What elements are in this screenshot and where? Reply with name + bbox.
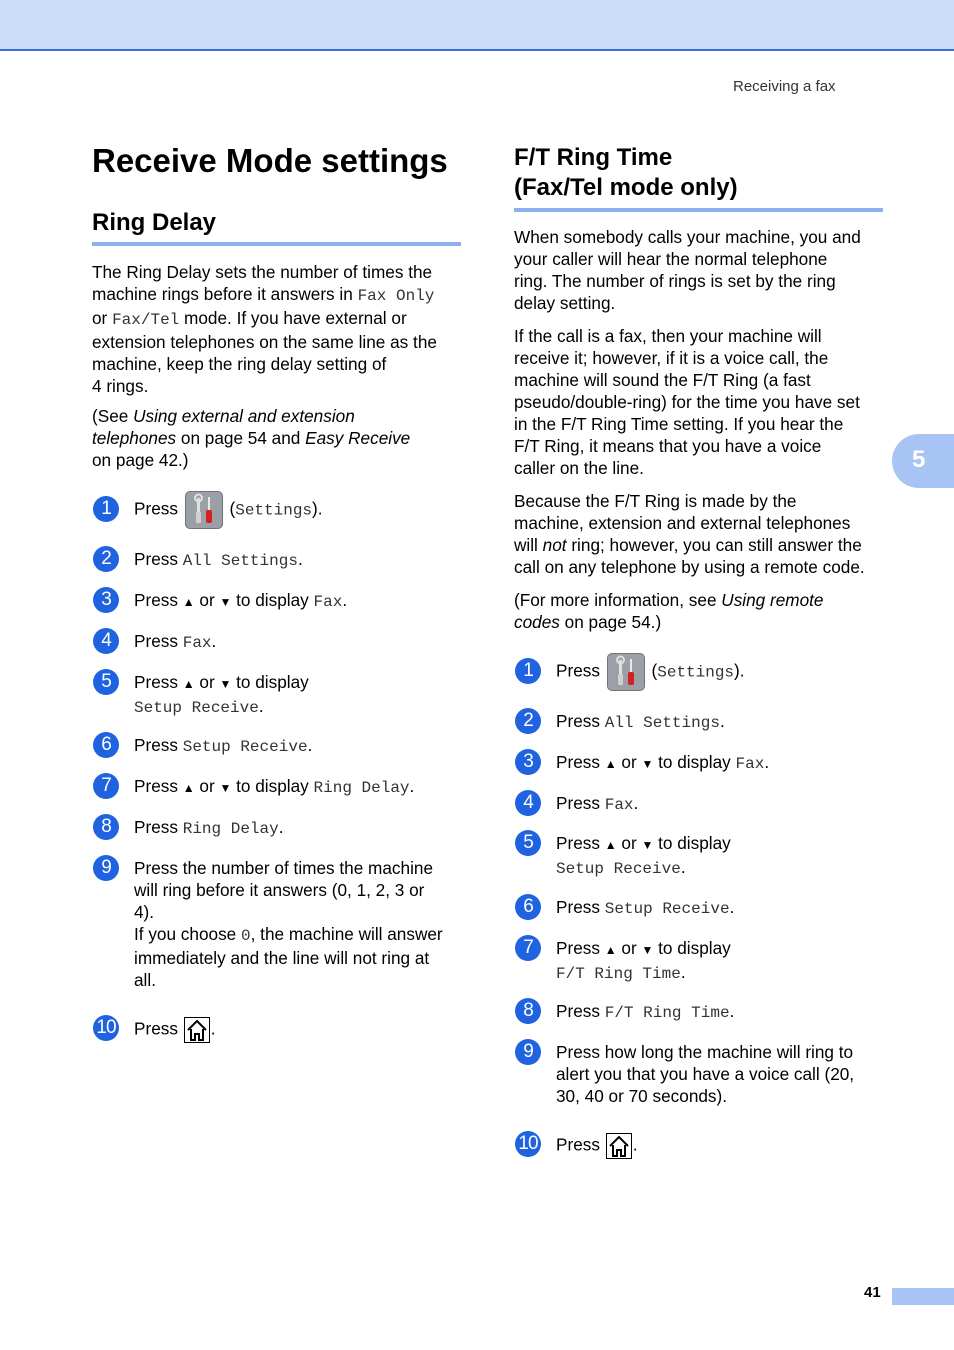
text-run: Press xyxy=(556,711,605,731)
text-line xyxy=(556,1133,638,1159)
text-run: mode. If you have external or xyxy=(179,308,407,328)
ft-paragraph-2 xyxy=(514,325,894,479)
step-number-badge: 1 xyxy=(93,496,119,522)
up-arrow-icon: ▲ xyxy=(182,781,195,795)
step-text xyxy=(134,857,443,991)
ft-reference xyxy=(514,589,894,633)
text-run: Press xyxy=(134,549,183,569)
text-line xyxy=(92,427,472,449)
section-rule xyxy=(92,242,461,246)
step-number-badge: 10 xyxy=(93,1015,119,1041)
down-arrow-icon: ▼ xyxy=(641,757,654,771)
text-line xyxy=(134,671,309,695)
reference-text: Using external and extension xyxy=(133,406,355,426)
down-arrow-icon: ▼ xyxy=(219,781,232,795)
text-run: will xyxy=(514,535,543,555)
text-run: ). xyxy=(312,498,323,519)
text-line xyxy=(556,896,734,920)
text-line xyxy=(556,961,731,985)
lcd-text: F/T Ring Time xyxy=(556,965,681,983)
text-run: . xyxy=(307,735,313,755)
step-number-badge: 9 xyxy=(515,1039,541,1065)
text-run: to display xyxy=(231,776,314,796)
step-number-badge: 2 xyxy=(515,708,541,734)
text-run: immediately and the line will not ring at xyxy=(134,948,430,968)
text-run: alert you that you have a voice call (20, xyxy=(556,1064,855,1084)
lcd-text: 0 xyxy=(241,927,251,945)
text-line xyxy=(556,1000,734,1024)
text-line xyxy=(556,653,745,691)
lcd-text: Settings xyxy=(235,501,313,520)
text-line xyxy=(556,1041,854,1063)
step-text xyxy=(134,589,347,613)
step-number-badge: 6 xyxy=(515,894,541,920)
reference-text: not xyxy=(542,535,567,555)
step-text xyxy=(134,734,312,758)
step-text xyxy=(134,630,216,654)
text-run: . xyxy=(258,696,264,716)
text-line: If the call is a fax, then your machine will xyxy=(514,326,822,346)
text-line xyxy=(92,261,472,283)
text-line xyxy=(514,556,894,578)
up-arrow-icon: ▲ xyxy=(604,943,617,957)
lcd-text: Fax xyxy=(735,755,765,773)
text-line xyxy=(556,937,731,961)
text-run: Press xyxy=(134,498,183,519)
text-run: Press how long the machine will ring to xyxy=(556,1042,854,1062)
step-number-badge: 4 xyxy=(515,790,541,816)
text-run: call on any telephone by using a remote code. xyxy=(514,557,865,577)
text-line: your caller will hear the normal telephone xyxy=(514,249,828,269)
text-run: . xyxy=(729,897,735,917)
step-number-badge: 6 xyxy=(93,732,119,758)
text-line: in the F/T Ring Time setting. If you hear the xyxy=(514,414,844,434)
text-run: Press xyxy=(556,793,605,813)
step-number-badge: 9 xyxy=(93,855,119,881)
running-header: Receiving a fax xyxy=(733,78,836,95)
ring-delay-reference xyxy=(92,405,472,471)
step-text xyxy=(556,832,731,880)
text-run: . xyxy=(719,711,725,731)
step-number-badge: 1 xyxy=(515,658,541,684)
down-arrow-icon: ▼ xyxy=(641,838,654,852)
text-run: Press xyxy=(556,938,605,958)
top-band xyxy=(0,0,954,51)
text-run: Press xyxy=(556,1134,605,1155)
text-run: on page 54 and xyxy=(176,428,306,448)
text-line xyxy=(134,589,347,613)
text-run: . xyxy=(680,857,686,877)
text-run: 4 rings. xyxy=(92,376,149,396)
ft-title-line-1: F/T Ring Time xyxy=(514,144,673,171)
text-run: Press xyxy=(134,776,183,796)
step-number-badge: 7 xyxy=(93,773,119,799)
step-text xyxy=(134,491,323,529)
page-number: 41 xyxy=(864,1284,881,1301)
text-run: or xyxy=(92,308,113,328)
text-run: . xyxy=(729,1001,735,1021)
text-line xyxy=(134,857,443,879)
text-run: Press the number of times the machine xyxy=(134,858,434,878)
step-number-badge: 5 xyxy=(93,669,119,695)
text-run: . xyxy=(632,1134,638,1155)
step-text xyxy=(134,1017,216,1043)
text-line xyxy=(134,548,303,572)
ring-delay-intro xyxy=(92,261,472,397)
text-run: . xyxy=(297,549,303,569)
lcd-text: Fax xyxy=(604,796,634,814)
text-line xyxy=(556,751,769,775)
text-run: or xyxy=(616,833,642,853)
down-arrow-icon: ▼ xyxy=(219,595,232,609)
text-run: to display xyxy=(653,752,736,772)
text-line xyxy=(514,589,894,611)
chapter-tab xyxy=(892,434,954,488)
text-line xyxy=(134,775,414,799)
lcd-text: Fax xyxy=(313,593,343,611)
section-rule xyxy=(514,208,883,212)
chapter-number: 5 xyxy=(912,446,926,473)
text-run: to display xyxy=(231,590,314,610)
step-text xyxy=(556,937,731,985)
text-line xyxy=(134,923,443,947)
text-line xyxy=(92,283,472,307)
text-run: Press xyxy=(556,660,605,681)
lcd-text: Setup Receive xyxy=(134,699,259,717)
text-run: machine, keep the ring delay setting of xyxy=(92,354,387,374)
reference-text: Easy Receive xyxy=(305,428,411,448)
text-line xyxy=(134,695,309,719)
text-run: ring; however, you can still answer the xyxy=(566,535,862,555)
up-arrow-icon: ▲ xyxy=(182,595,195,609)
home-icon[interactable] xyxy=(606,1133,632,1159)
text-run: or xyxy=(194,672,220,692)
step-number-badge: 4 xyxy=(93,628,119,654)
step-number-badge: 5 xyxy=(515,830,541,856)
step-text xyxy=(134,671,309,719)
text-run: ( xyxy=(224,498,236,519)
text-run: to display xyxy=(653,833,731,853)
text-line: caller on the line. xyxy=(514,458,644,478)
text-line xyxy=(92,307,472,331)
lcd-text: F/T Ring Time xyxy=(604,1004,730,1022)
text-line: When somebody calls your machine, you and xyxy=(514,227,861,247)
text-run: on page 42.) xyxy=(92,450,189,470)
text-run: to display xyxy=(653,938,731,958)
text-run: Press xyxy=(134,631,183,651)
text-run: Press xyxy=(134,735,183,755)
section-title-ft-ring-time xyxy=(514,143,738,203)
text-line xyxy=(556,832,731,856)
text-line xyxy=(92,353,472,375)
text-run: (See xyxy=(92,406,134,426)
text-run: Press xyxy=(556,752,605,772)
ft-paragraph-1 xyxy=(514,226,894,314)
text-line xyxy=(556,710,725,734)
text-line xyxy=(92,375,472,397)
step-number-badge: 8 xyxy=(515,998,541,1024)
text-line: machine will sound the F/T Ring (a fast xyxy=(514,370,811,390)
lcd-text: Ring Delay xyxy=(182,820,279,838)
text-run: , the machine will answer xyxy=(250,924,443,944)
text-run: . xyxy=(633,793,639,813)
step-number-badge: 10 xyxy=(515,1131,541,1157)
text-run: all. xyxy=(134,970,156,990)
lcd-text: Fax Only xyxy=(357,287,435,305)
text-run: . xyxy=(680,962,686,982)
text-line: receive it; however, if it is a voice call, the xyxy=(514,348,829,368)
text-run: Press xyxy=(556,1001,605,1021)
text-line xyxy=(556,1063,854,1085)
lcd-text: Setup Receive xyxy=(556,860,681,878)
ft-title-line-2: (Fax/Tel mode only) xyxy=(514,174,738,201)
text-line xyxy=(92,331,472,353)
text-line: pseudo/double-ring) for the time you have set xyxy=(514,392,860,412)
text-run: Press xyxy=(134,817,183,837)
text-run: on page 54.) xyxy=(559,612,662,632)
text-line xyxy=(556,856,731,880)
text-run: ( xyxy=(646,660,658,681)
step-number-badge: 3 xyxy=(93,587,119,613)
text-run: (For more information, see xyxy=(514,590,722,610)
text-run: or xyxy=(194,776,220,796)
step-text xyxy=(556,751,769,775)
text-run: or xyxy=(616,938,642,958)
ft-paragraph-3 xyxy=(514,490,894,578)
text-run: to display xyxy=(231,672,309,692)
text-run: Press xyxy=(556,833,605,853)
step-text xyxy=(556,710,725,734)
text-run: If you choose xyxy=(134,924,242,944)
text-run: 4). xyxy=(134,902,155,922)
text-run: . xyxy=(210,1018,216,1039)
text-line xyxy=(514,534,894,556)
lcd-text: All Settings xyxy=(182,552,298,570)
text-line: delay setting. xyxy=(514,293,616,313)
text-line xyxy=(134,969,443,991)
up-arrow-icon: ▲ xyxy=(604,757,617,771)
reference-text: codes xyxy=(514,612,560,632)
lcd-text: Setup Receive xyxy=(604,900,730,918)
settings-icon[interactable] xyxy=(185,491,223,529)
text-line xyxy=(556,792,638,816)
text-line xyxy=(514,611,894,633)
step-text xyxy=(556,1133,638,1159)
text-run: machine rings before it answers in xyxy=(92,284,358,304)
page-bar xyxy=(892,1288,954,1305)
step-text xyxy=(556,792,638,816)
step-text xyxy=(556,1000,734,1024)
text-run: The Ring Delay sets the number of times the xyxy=(92,262,433,282)
up-arrow-icon: ▲ xyxy=(182,677,195,691)
step-number-badge: 7 xyxy=(515,935,541,961)
text-run: Because the F/T Ring is made by the xyxy=(514,491,797,511)
text-run: . xyxy=(409,776,415,796)
lcd-text: Setup Receive xyxy=(182,738,308,756)
text-line xyxy=(134,630,216,654)
text-run: Press xyxy=(134,590,183,610)
text-run: machine, extension and external telephones xyxy=(514,513,851,533)
step-text xyxy=(134,775,414,799)
text-line xyxy=(514,512,894,534)
lcd-text: Settings xyxy=(657,663,735,682)
text-line xyxy=(514,490,894,512)
section-title-ring-delay: Ring Delay xyxy=(92,209,217,236)
step-text xyxy=(556,653,745,691)
reference-text: telephones xyxy=(92,428,177,448)
step-number-badge: 2 xyxy=(93,546,119,572)
text-line xyxy=(556,1085,854,1107)
text-line xyxy=(134,734,312,758)
text-line xyxy=(92,449,472,471)
text-line xyxy=(134,816,284,840)
lcd-text: Fax/Tel xyxy=(112,311,180,329)
lcd-text: Ring Delay xyxy=(313,779,410,797)
text-line: ring. The number of rings is set by the ring xyxy=(514,271,836,291)
text-line: F/T Ring, it means that you have a voice xyxy=(514,436,822,456)
text-run: . xyxy=(764,752,770,772)
down-arrow-icon: ▼ xyxy=(641,943,654,957)
page-title: Receive Mode settings xyxy=(92,142,448,179)
home-icon[interactable] xyxy=(184,1017,210,1043)
text-run: . xyxy=(342,590,348,610)
text-run: ). xyxy=(734,660,745,681)
text-run: Press xyxy=(134,1018,183,1039)
text-run: Press xyxy=(134,672,183,692)
text-run: or xyxy=(616,752,642,772)
text-run: or xyxy=(194,590,220,610)
settings-icon[interactable] xyxy=(607,653,645,691)
step-text xyxy=(134,816,284,840)
text-line xyxy=(134,879,443,901)
text-line xyxy=(92,405,472,427)
lcd-text: Fax xyxy=(182,634,212,652)
up-arrow-icon: ▲ xyxy=(604,838,617,852)
down-arrow-icon: ▼ xyxy=(219,677,232,691)
step-number-badge: 3 xyxy=(515,749,541,775)
text-line xyxy=(134,901,443,923)
step-text xyxy=(556,896,734,920)
text-run: will ring before it answers (0, 1, 2, 3 or xyxy=(134,880,425,900)
text-line xyxy=(134,491,323,529)
text-run: 30, 40 or 70 seconds). xyxy=(556,1086,728,1106)
text-run: Press xyxy=(556,897,605,917)
lcd-text: All Settings xyxy=(604,714,720,732)
step-text xyxy=(556,1041,854,1107)
text-run: . xyxy=(211,631,217,651)
step-number-badge: 8 xyxy=(93,814,119,840)
text-run: extension telephones on the same line as the xyxy=(92,332,437,352)
text-run: . xyxy=(278,817,284,837)
text-line xyxy=(134,1017,216,1043)
text-line xyxy=(134,947,443,969)
reference-text: Using remote xyxy=(721,590,824,610)
step-text xyxy=(134,548,303,572)
